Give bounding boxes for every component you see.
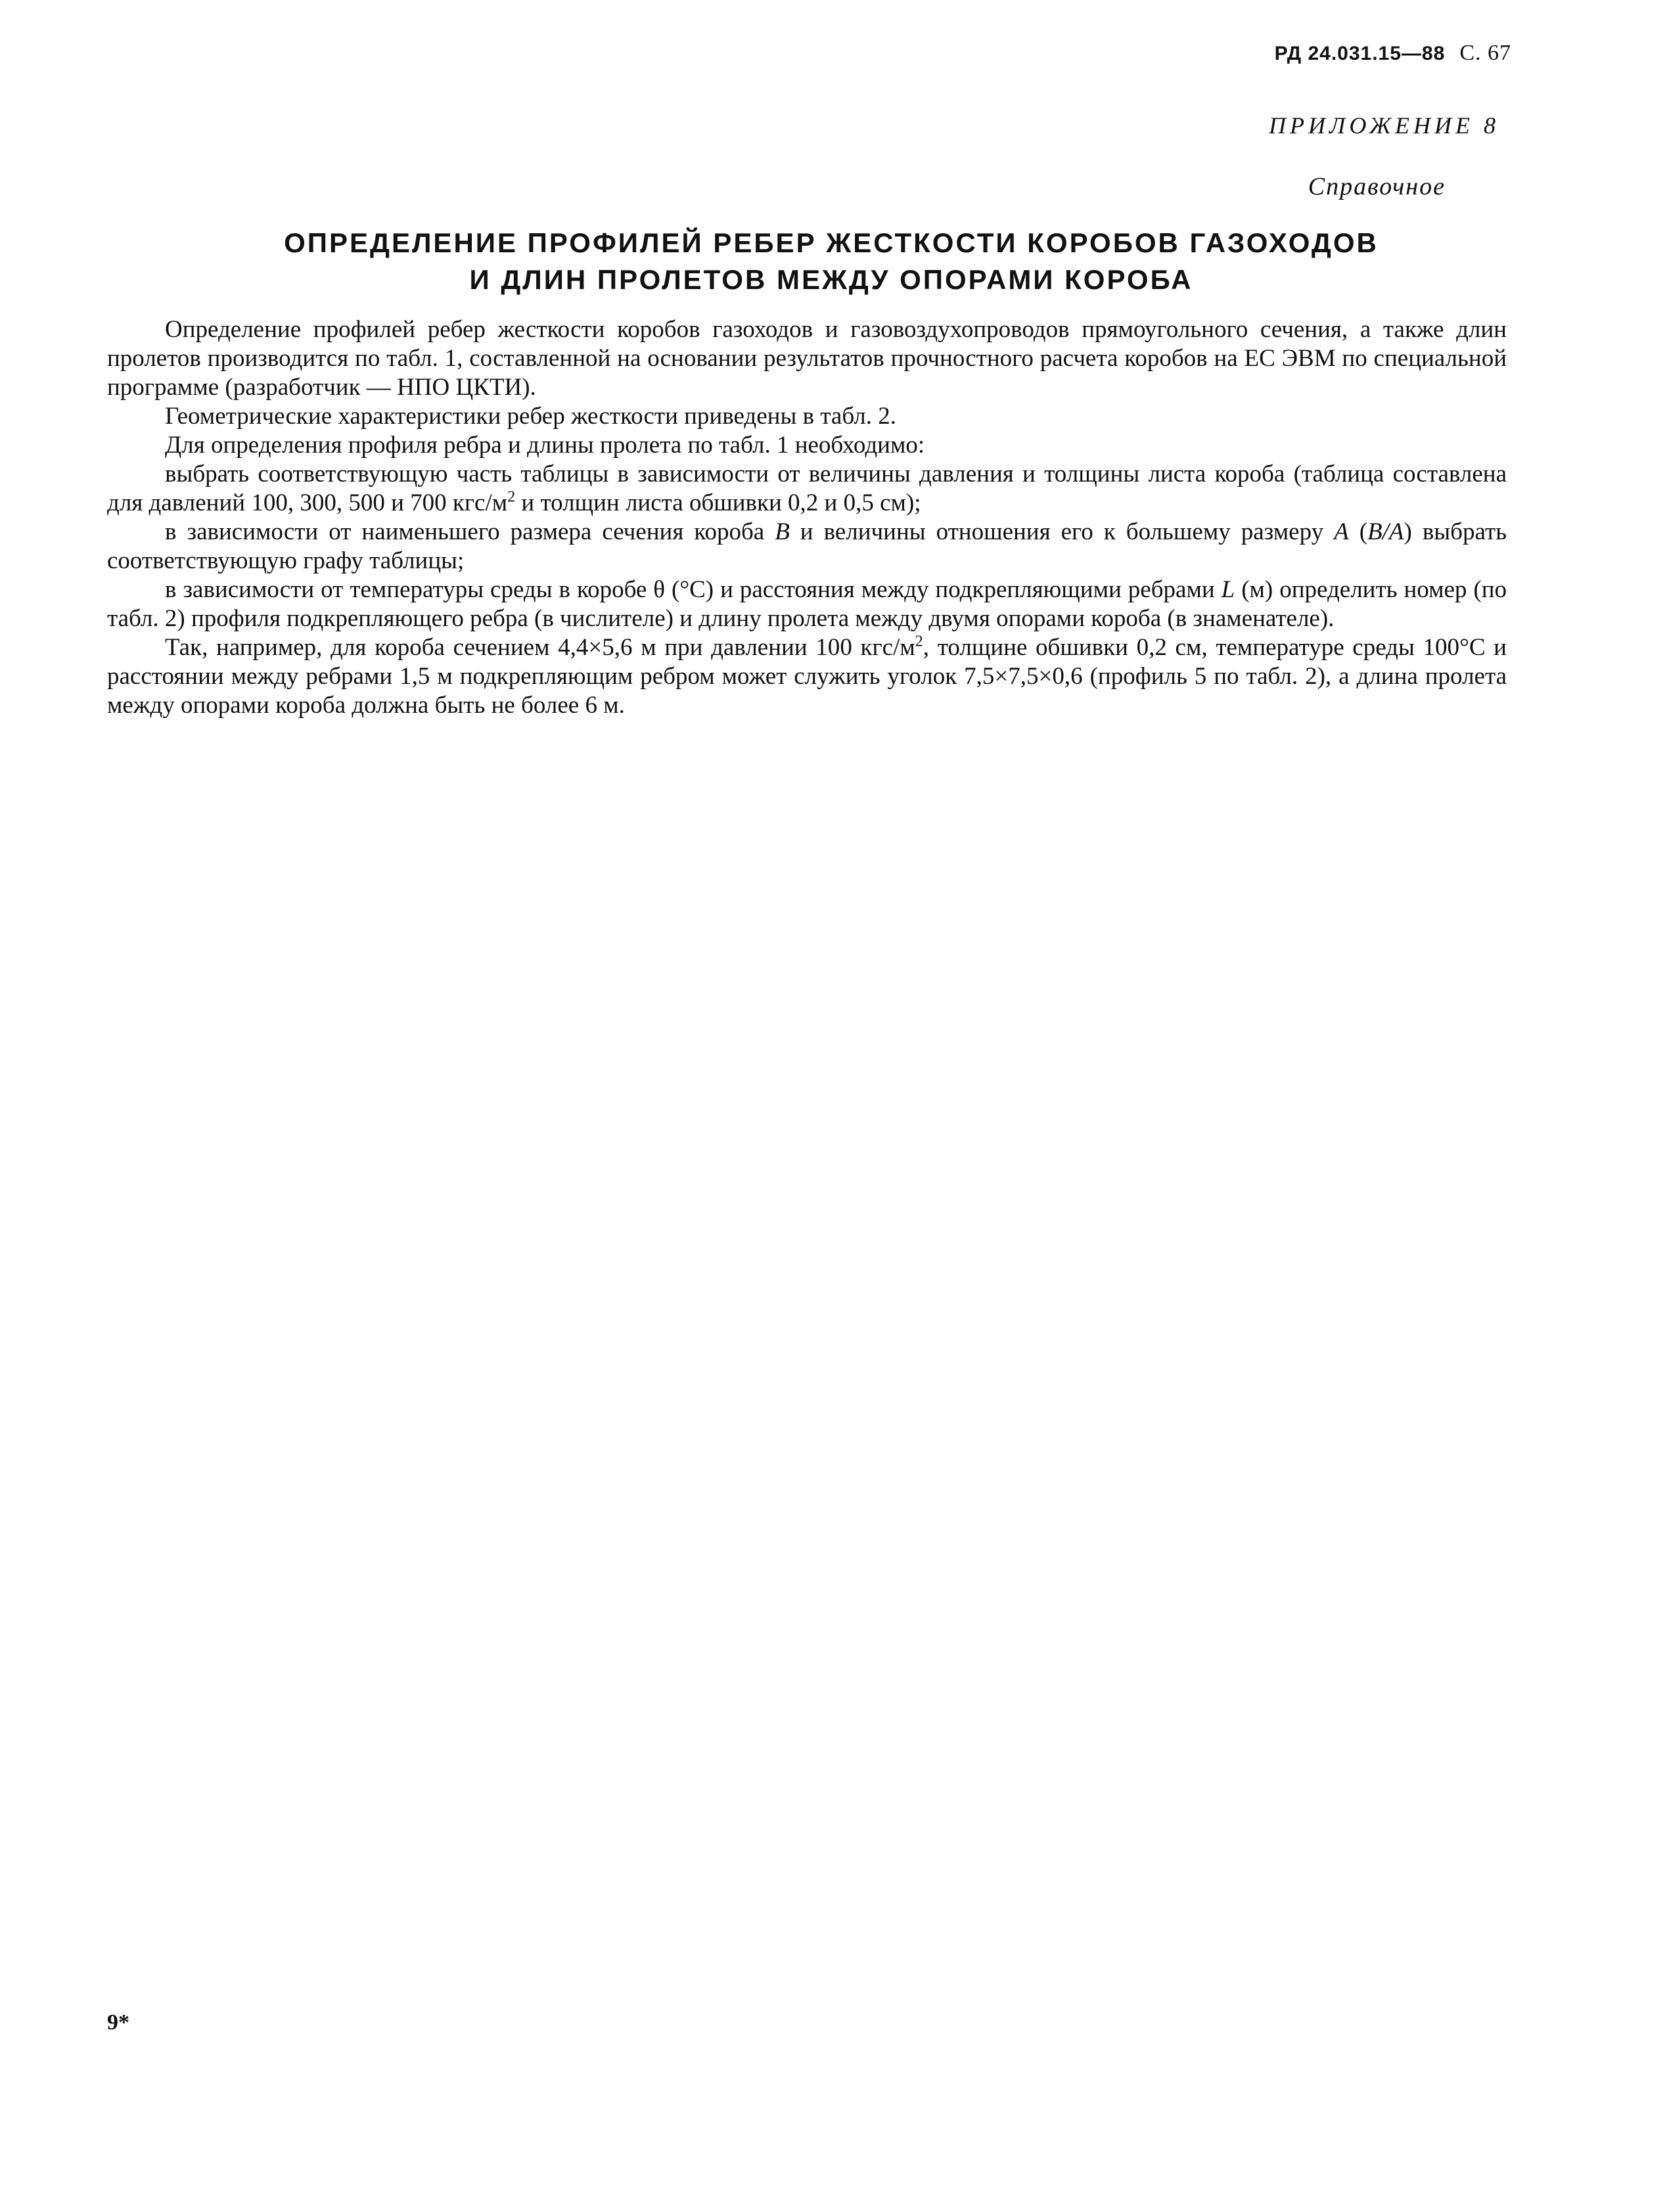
section-title bbox=[118, 225, 1544, 298]
superscript-2: 2 bbox=[507, 488, 516, 506]
appendix-label: ПРИЛОЖЕНИЕ 8 bbox=[1269, 112, 1499, 139]
example-text: Так, например, для короба сечением 4,4×5,6 м при давлении 100 кгс/м bbox=[165, 634, 915, 661]
page-number: С. 67 bbox=[1459, 41, 1511, 65]
step-section-text: в зависимости от наименьшего размера сечения короба bbox=[165, 518, 775, 545]
appendix-type: Справочное bbox=[1308, 173, 1446, 200]
example-text-end: , толщине обшивки 0,2 см, температуре среды 100°С и расстоянии между ребрами 1,5 м подкрепляющим ребром может служить уголок 7,5×7,5×0,6 (профиль 5 по табл. 2), а длина пролета между опорами короба должна быть не более 6 м. bbox=[107, 634, 1507, 719]
section-title-line-2: И ДЛИН ПРОЛЕТОВ МЕЖДУ ОПОРАМИ КОРОБА bbox=[469, 264, 1193, 295]
paragraph-step-temperature bbox=[107, 576, 1507, 633]
body-text bbox=[107, 315, 1507, 720]
step-section-paren: ( bbox=[1348, 518, 1368, 545]
step-temperature-text-end: (м) определить номер (по табл. 2) профиля подкрепляющего ребра (в числителе) и длину пролета между двумя опорами короба (в знаменателе). bbox=[107, 576, 1507, 632]
paragraph-step-pressure bbox=[107, 460, 1507, 518]
document-code: РД 24.031.15—88 bbox=[1274, 43, 1446, 64]
step-temperature-text: в зависимости от температуры среды в коробе θ (°С) и расстояния между подкрепляющими ребрами bbox=[165, 576, 1222, 603]
section-title-line-1: ОПРЕДЕЛЕНИЕ ПРОФИЛЕЙ РЕБЕР ЖЕСТКОСТИ КОРОБОВ ГАЗОХОДОВ bbox=[284, 227, 1379, 258]
variable-l: L bbox=[1221, 576, 1235, 603]
step-section-text-2: и величины отношения его к большему размеру bbox=[789, 518, 1335, 545]
paragraph-geometry-ref: Геометрические характеристики ребер жесткости приведены в табл. 2. bbox=[165, 403, 896, 430]
paragraph-intro: Определение профилей ребер жесткости коробов газоходов и газовоздухопроводов прямоугольного сечения, а также длин пролетов производится по табл. 1, составленной на основании результатов прочностного расчета коробов на ЕС ЭВМ по специальной программе (разработчик — НПО ЦКТИ). bbox=[107, 316, 1507, 401]
running-header bbox=[1275, 41, 1511, 66]
superscript-2-example: 2 bbox=[915, 633, 923, 650]
variable-b: В bbox=[775, 518, 790, 545]
signature-mark: 9* bbox=[107, 2010, 129, 2035]
paragraph-step-section bbox=[107, 518, 1507, 576]
paragraph-example bbox=[107, 633, 1507, 720]
variable-a: А bbox=[1334, 518, 1349, 545]
step-section-text-end: ) выбрать соответствующую графу таблицы; bbox=[107, 518, 1507, 574]
ratio-b-a: В/А bbox=[1367, 518, 1404, 545]
paragraph-procedure: Для определения профиля ребра и длины пролета по табл. 1 необходимо: bbox=[165, 432, 925, 459]
step-pressure-text: выбрать соответствующую часть таблицы в зависимости от величины давления и толщины листа короба (таблица составлена для давлений 100, 300, 500 и 700 кгс/м bbox=[107, 461, 1507, 516]
step-pressure-text-end: и толщин листа обшивки 0,2 и 0,5 см); bbox=[515, 489, 921, 516]
